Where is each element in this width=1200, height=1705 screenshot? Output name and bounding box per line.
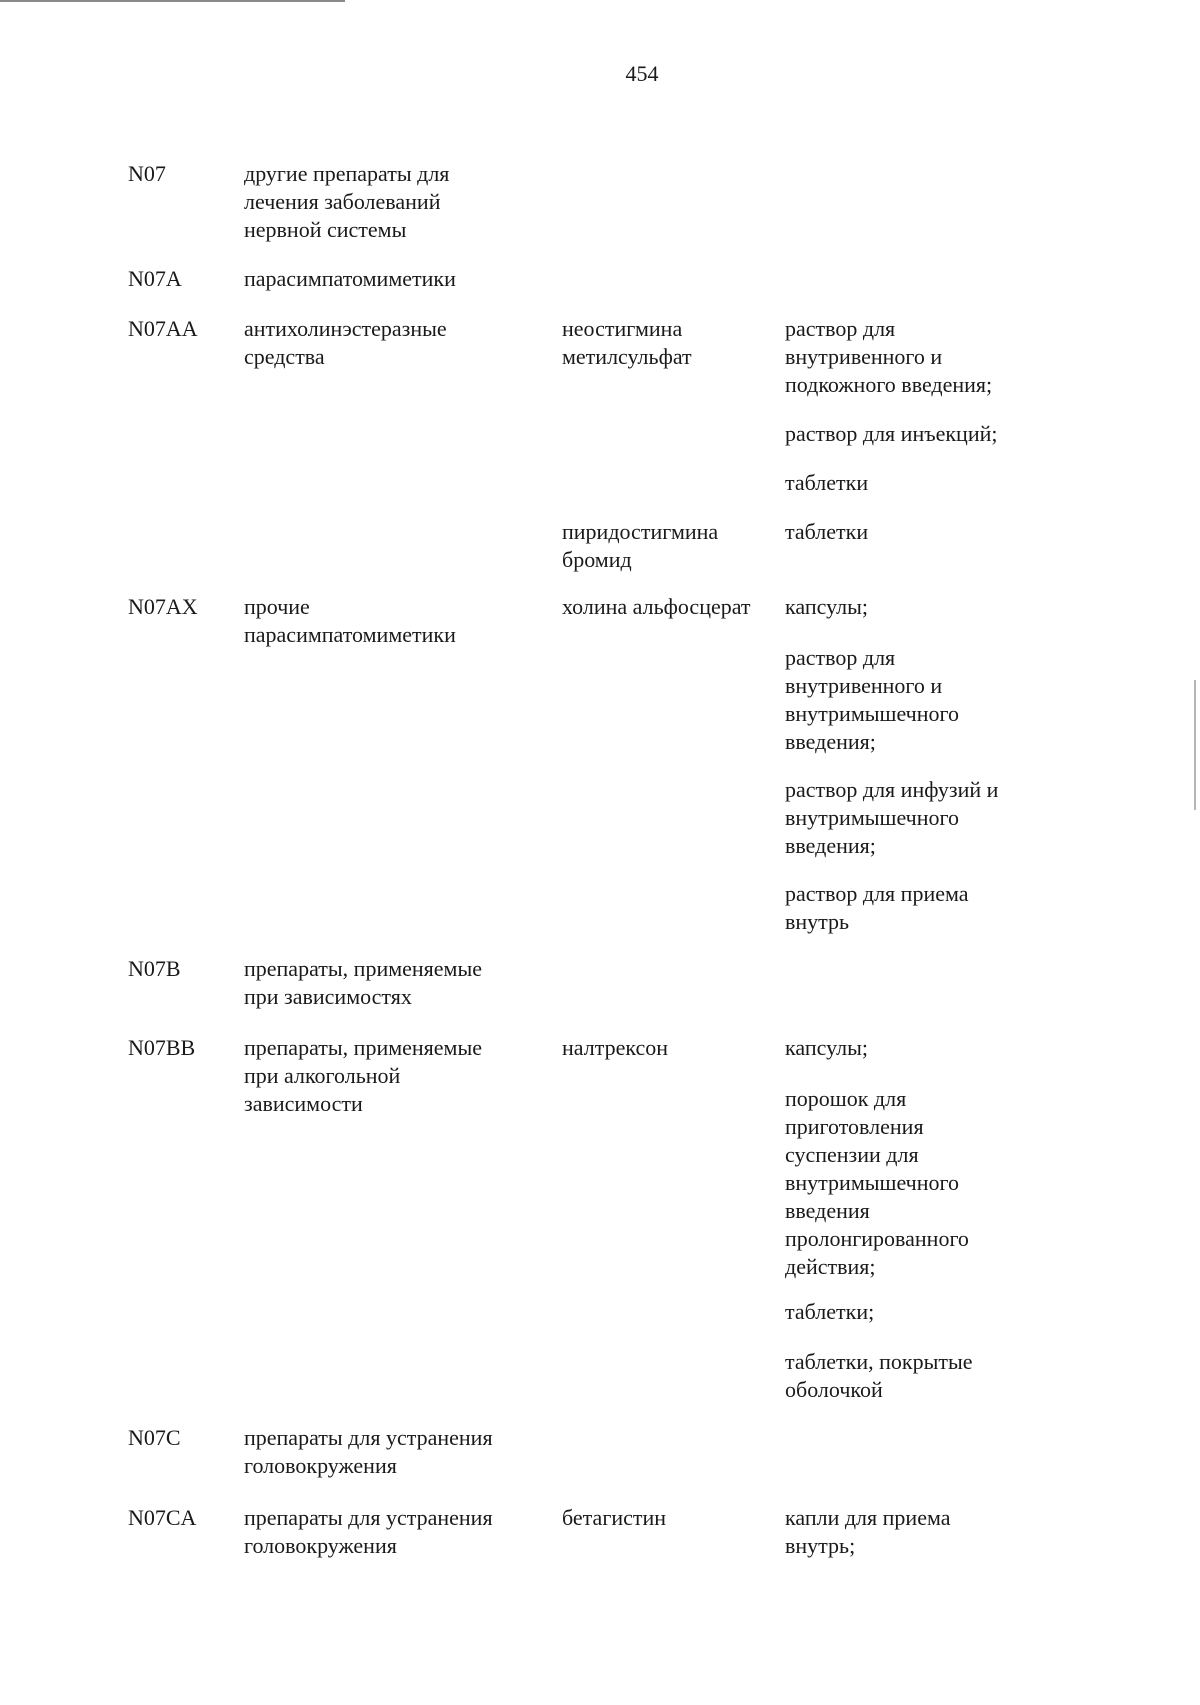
atc-group-name: парасимпатомиметики (244, 266, 456, 291)
dosage-form: таблетки, покрытые оболочкой (785, 1349, 973, 1402)
atc-code: N07AX (128, 594, 198, 619)
dosage-form: раствор для внутривенного и подкожного введения; (785, 316, 993, 397)
atc-group-name: препараты для устранения головокружения (244, 1425, 493, 1478)
dosage-form: раствор для инъекций; (785, 421, 998, 446)
atc-group-name: препараты для устранения головокружения (244, 1505, 493, 1558)
dosage-form: таблетки (785, 519, 869, 544)
scan-border-line (0, 0, 345, 2)
atc-group-name: препараты, применяемые при зависимостях (244, 956, 483, 1009)
dosage-form: раствор для инфузий и внутримышечного введения; (785, 777, 999, 858)
scan-edge-mark (1194, 680, 1196, 810)
atc-code: N07AA (128, 316, 198, 341)
atc-code: N07C (128, 1425, 181, 1450)
dosage-form: порошок для приготовления суспензии для внутримышечного введения пролонгированного действия; (785, 1086, 969, 1279)
dosage-form: таблетки (785, 470, 869, 495)
atc-group-name: другие препараты для лечения заболеваний нервной системы (244, 161, 450, 242)
drug-name: пиридостигмина бромид (562, 519, 719, 572)
atc-code: N07A (128, 266, 182, 291)
drug-name: холина альфосцерат (562, 594, 751, 619)
dosage-form: раствор для приема внутрь (785, 881, 969, 934)
dosage-form: капсулы; (785, 594, 868, 619)
atc-group-name: препараты, применяемые при алкогольной зависимости (244, 1035, 483, 1116)
atc-code: N07BB (128, 1035, 196, 1060)
drug-name: неостигмина метилсульфат (562, 316, 692, 369)
dosage-form: таблетки; (785, 1299, 875, 1324)
dosage-form: капсулы; (785, 1035, 868, 1060)
atc-code: N07 (128, 161, 166, 186)
page-number: 454 (625, 61, 659, 86)
dosage-form: раствор для внутривенного и внутримышечного введения; (785, 645, 959, 754)
dosage-form: капли для приема внутрь; (785, 1505, 951, 1558)
atc-group-name: прочие парасимпатомиметики (244, 594, 456, 647)
atc-code: N07B (128, 956, 181, 981)
atc-group-name: антихолинэстеразные средства (244, 316, 447, 369)
drug-name: бетагистин (562, 1505, 667, 1530)
drug-name: налтрексон (562, 1035, 669, 1060)
atc-code: N07CA (128, 1505, 197, 1530)
